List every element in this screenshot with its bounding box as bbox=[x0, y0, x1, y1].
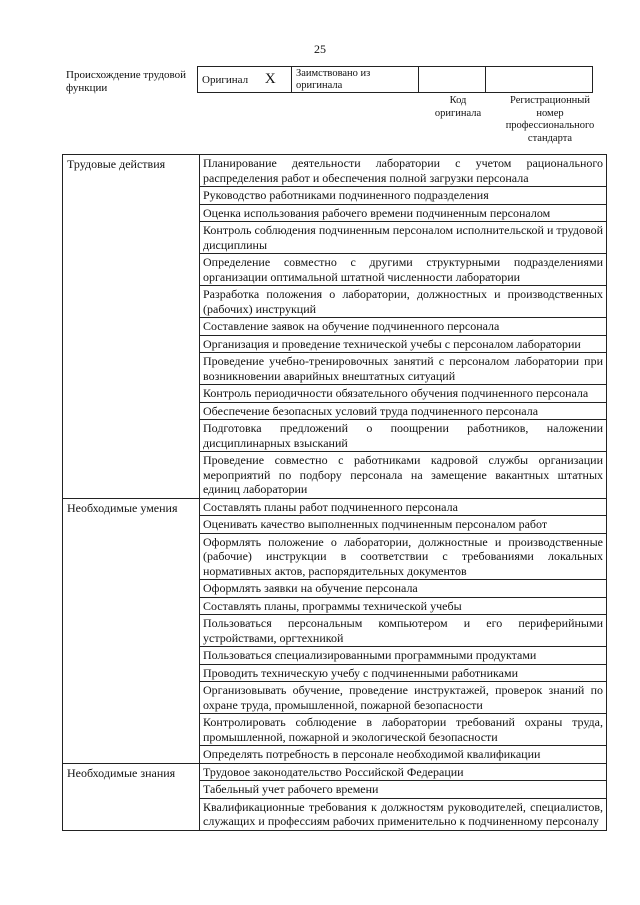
section-title: Необходимые умения bbox=[63, 498, 200, 763]
original-label: Оригинал bbox=[202, 74, 249, 86]
page-number: 25 bbox=[314, 42, 326, 56]
section-item: Пользоваться специализированными программными продуктами bbox=[200, 647, 607, 665]
section-item: Табельный учет рабочего времени bbox=[200, 781, 607, 799]
section-item: Контроль периодичности обязательного обучения подчиненного персонала bbox=[200, 385, 607, 403]
section-item: Оформлять заявки на обучение персонала bbox=[200, 580, 607, 598]
registration-label: Регистрационный номер профессионального стандарта bbox=[505, 95, 595, 144]
section-item: Трудовое законодательство Российской Федерации bbox=[200, 763, 607, 781]
borrowed-label: Заимствовано из оригинала bbox=[292, 67, 419, 93]
section-item: Подготовка предложений о поощрении работников, наложении дисциплинарных взысканий bbox=[200, 420, 607, 452]
original-cell bbox=[198, 67, 292, 93]
section-title: Трудовые действия bbox=[63, 155, 200, 499]
section-item: Контролировать соблюдение в лаборатории требований охраны труда, промышленной, пожарной и экологической безопасности bbox=[200, 714, 607, 746]
section-item: Пользоваться персональным компьютером и его периферийными устройствами, оргтехникой bbox=[200, 615, 607, 647]
section-item: Разработка положения о лаборатории, должностных и производственных (рабочих) инструкций bbox=[200, 286, 607, 318]
code-label: Код оригинала bbox=[434, 95, 482, 119]
section-item: Проведение учебно-тренировочных занятий с персоналом лаборатории при возникновении аварийных внештатных ситуаций bbox=[200, 353, 607, 385]
section-item: Организация и проведение технической учебы с персоналом лаборатории bbox=[200, 335, 607, 353]
code-cell bbox=[419, 67, 486, 93]
section-item: Составление заявок на обучение подчиненного персонала bbox=[200, 318, 607, 336]
section-item: Оформлять положение о лаборатории, должностные и производственные (рабочие) инструкции в соответствии с требованиями локальных нормативных актов, распорядительных документов bbox=[200, 533, 607, 580]
section-item: Оценка использования рабочего времени подчиненным персоналом bbox=[200, 204, 607, 222]
section-item: Проводить техническую учебу с подчиненными работниками bbox=[200, 664, 607, 682]
section-item: Контроль соблюдения подчиненным персоналом исполнительской и трудовой дисциплины bbox=[200, 222, 607, 254]
table-row bbox=[63, 155, 607, 187]
section-item: Составлять планы работ подчиненного персонала bbox=[200, 498, 607, 516]
section-title: Необходимые знания bbox=[63, 763, 200, 830]
origin-table bbox=[197, 66, 593, 93]
original-mark: X bbox=[264, 71, 276, 87]
section-item: Обеспечение безопасных условий труда подчиненного персонала bbox=[200, 402, 607, 420]
section-item: Оценивать качество выполненных подчиненным персоналом работ bbox=[200, 516, 607, 534]
table-row bbox=[63, 498, 607, 516]
registration-cell bbox=[486, 67, 593, 93]
origin-label: Происхождение трудовой функции bbox=[66, 69, 187, 94]
section-item: Составлять планы, программы технической учебы bbox=[200, 597, 607, 615]
section-item: Квалификационные требования к должностям руководителей, специалистов, служащих и профессиям рабочих применительно к подчиненному персоналу bbox=[200, 798, 607, 830]
section-item: Руководство работниками подчиненного подразделения bbox=[200, 187, 607, 205]
table-row bbox=[63, 763, 607, 781]
section-item: Определение совместно с другими структурными подразделениями организации оптимальной штатной численности лаборатории bbox=[200, 254, 607, 286]
section-item: Определять потребность в персонале необходимой квалификации bbox=[200, 746, 607, 764]
functions-table bbox=[62, 154, 607, 831]
section-item: Проведение совместно с работниками кадровой службы организации мероприятий по подбору персонала на замещение вакантных штатных единиц лаборатории bbox=[200, 452, 607, 499]
section-item: Организовывать обучение, проведение инструктажей, проверок знаний по охране труда, промышленной, пожарной безопасности bbox=[200, 682, 607, 714]
section-item: Планирование деятельности лаборатории с учетом рационального распределения работ и обеспечения полной загрузки персонала bbox=[200, 155, 607, 187]
